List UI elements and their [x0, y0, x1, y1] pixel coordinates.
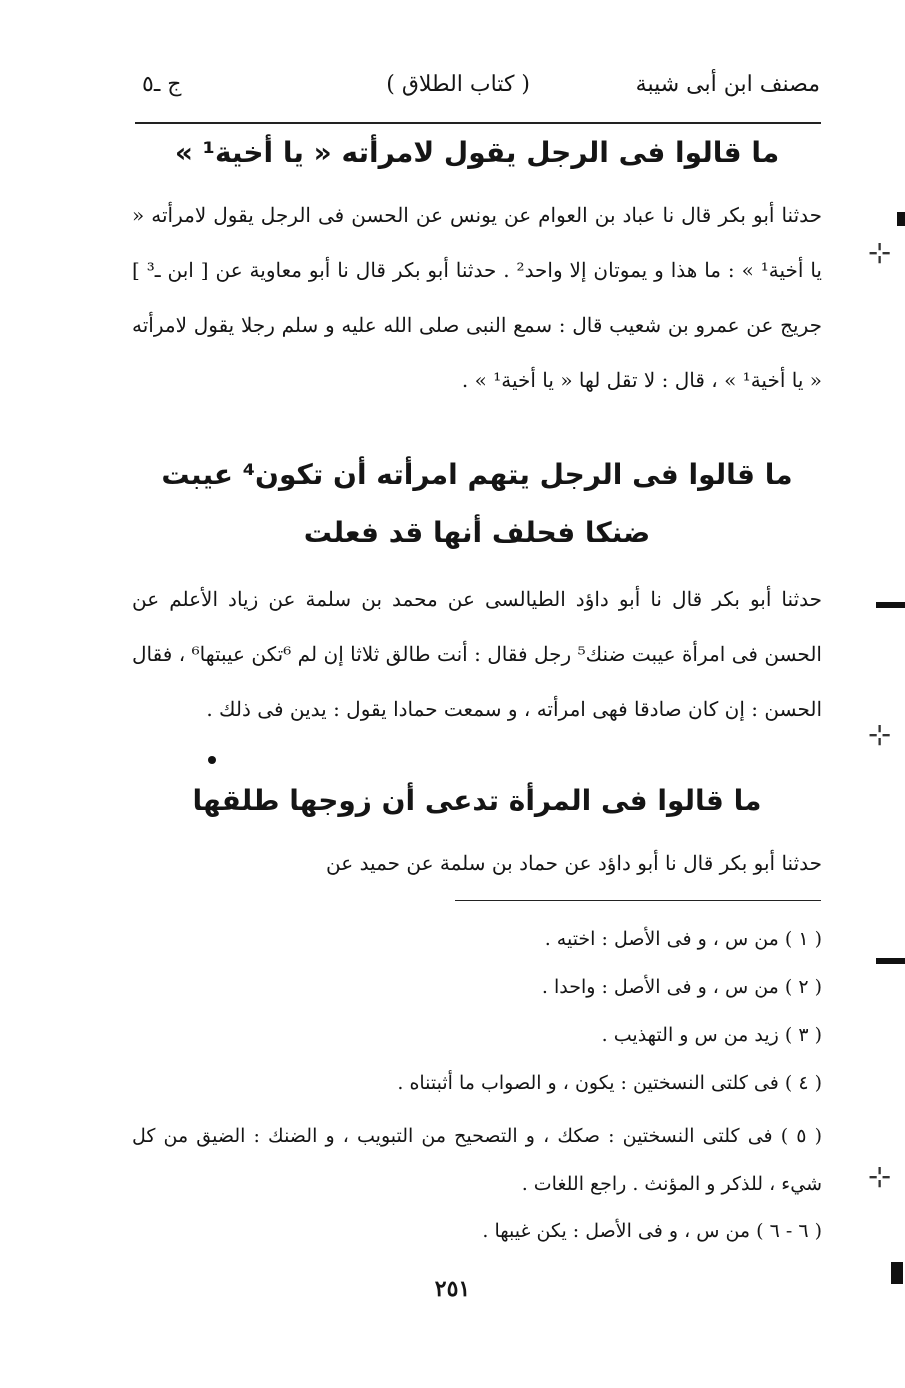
section-1-text	[132, 188, 822, 408]
header-rule	[135, 122, 821, 124]
footnote-1: ( ١ ) من س ، و فى الأصل : اختيه .	[544, 928, 822, 950]
section-1-paragraph: حدثنا أبو بكر قال نا عباد بن العوام عن يونس عن الحسن فى الرجل يقول لامرأته « يا أخية¹ » : ما هذا و يموتان إلا واحد² . حدثنا أبو بكر قال نا أبو معاوية عن [ ابن ـ³ ] جريج عن عمرو بن شعيب قال : سمع النبى صلى الله عليه و سلم رجلا يقول لامرأته « يا أخية¹ » ، قال : لا تقل لها « يا أخية¹ » .	[132, 203, 822, 392]
margin-ornament-icon: ⊹	[868, 236, 892, 269]
section-2-text	[132, 572, 822, 737]
footnote-4: ( ٤ ) فى كلتى النسختين : يكون ، و الصواب ما أثبتناه .	[397, 1072, 822, 1094]
section-2-heading-line-1: ما قالوا فى الرجل يتهم امرأته أن تكون⁴ عيبت	[161, 458, 793, 491]
footnotes	[132, 928, 822, 1258]
ink-dot	[208, 756, 216, 764]
footnote-5: ( ٥ ) فى كلتى النسختين : صكك ، و التصحيح من التبويب ، و الضنك : الضيق من كل شيء ، للذكر و المؤنث . راجع اللغات .	[132, 1125, 822, 1195]
header-chapter: ( كتاب الطلاق )	[386, 72, 530, 97]
footnote-3: ( ٣ ) زيد من س و التهذيب .	[601, 1024, 822, 1046]
header-book-title: مصنف ابن أبى شيبة	[635, 72, 820, 97]
margin-mark	[891, 1262, 903, 1284]
margin-ornament-icon: ⊹	[868, 718, 892, 751]
margin-mark	[897, 212, 905, 226]
page-number: ٢٥١	[434, 1276, 471, 1302]
section-2-paragraph: حدثنا أبو بكر قال نا أبو داؤد الطيالسى عن محمد بن سلمة عن زياد الأعلم عن الحسن فى امرأة عيبت ضنك⁵ رجل فقال : أنت طالق ثلاثا إن لم ⁶تكن عيبتها⁶ ، فقال الحسن : إن كان صادقا فهى امرأته ، و سمعت حمادا يقول : يدين فى ذلك .	[132, 587, 822, 721]
section-3-paragraph: حدثنا أبو بكر قال نا أبو داؤد عن حماد بن سلمة عن حميد عن	[326, 851, 822, 875]
section-1-heading: ما قالوا فى الرجل يقول لامرأته « يا أخية¹ »	[174, 136, 780, 169]
footnote-2: ( ٢ ) من س ، و فى الأصل : واحدا .	[541, 976, 822, 998]
header-volume: ج ـ٥	[142, 72, 182, 97]
running-header	[132, 72, 820, 112]
footnote-rule	[455, 900, 821, 901]
margin-ornament-icon: ⊹	[868, 1160, 892, 1193]
section-2-heading-line-2: ضنكا فحلف أنها قد فعلت	[303, 516, 651, 549]
section-3-heading: ما قالوا فى المرأة تدعى أن زوجها طلقها	[192, 784, 762, 817]
footnote-6: ( ٦ - ٦ ) من س ، و فى الأصل : يكن غيبها .	[482, 1220, 822, 1242]
section-3-text	[132, 836, 822, 891]
margin-mark	[876, 602, 905, 608]
margin-mark	[876, 958, 905, 964]
